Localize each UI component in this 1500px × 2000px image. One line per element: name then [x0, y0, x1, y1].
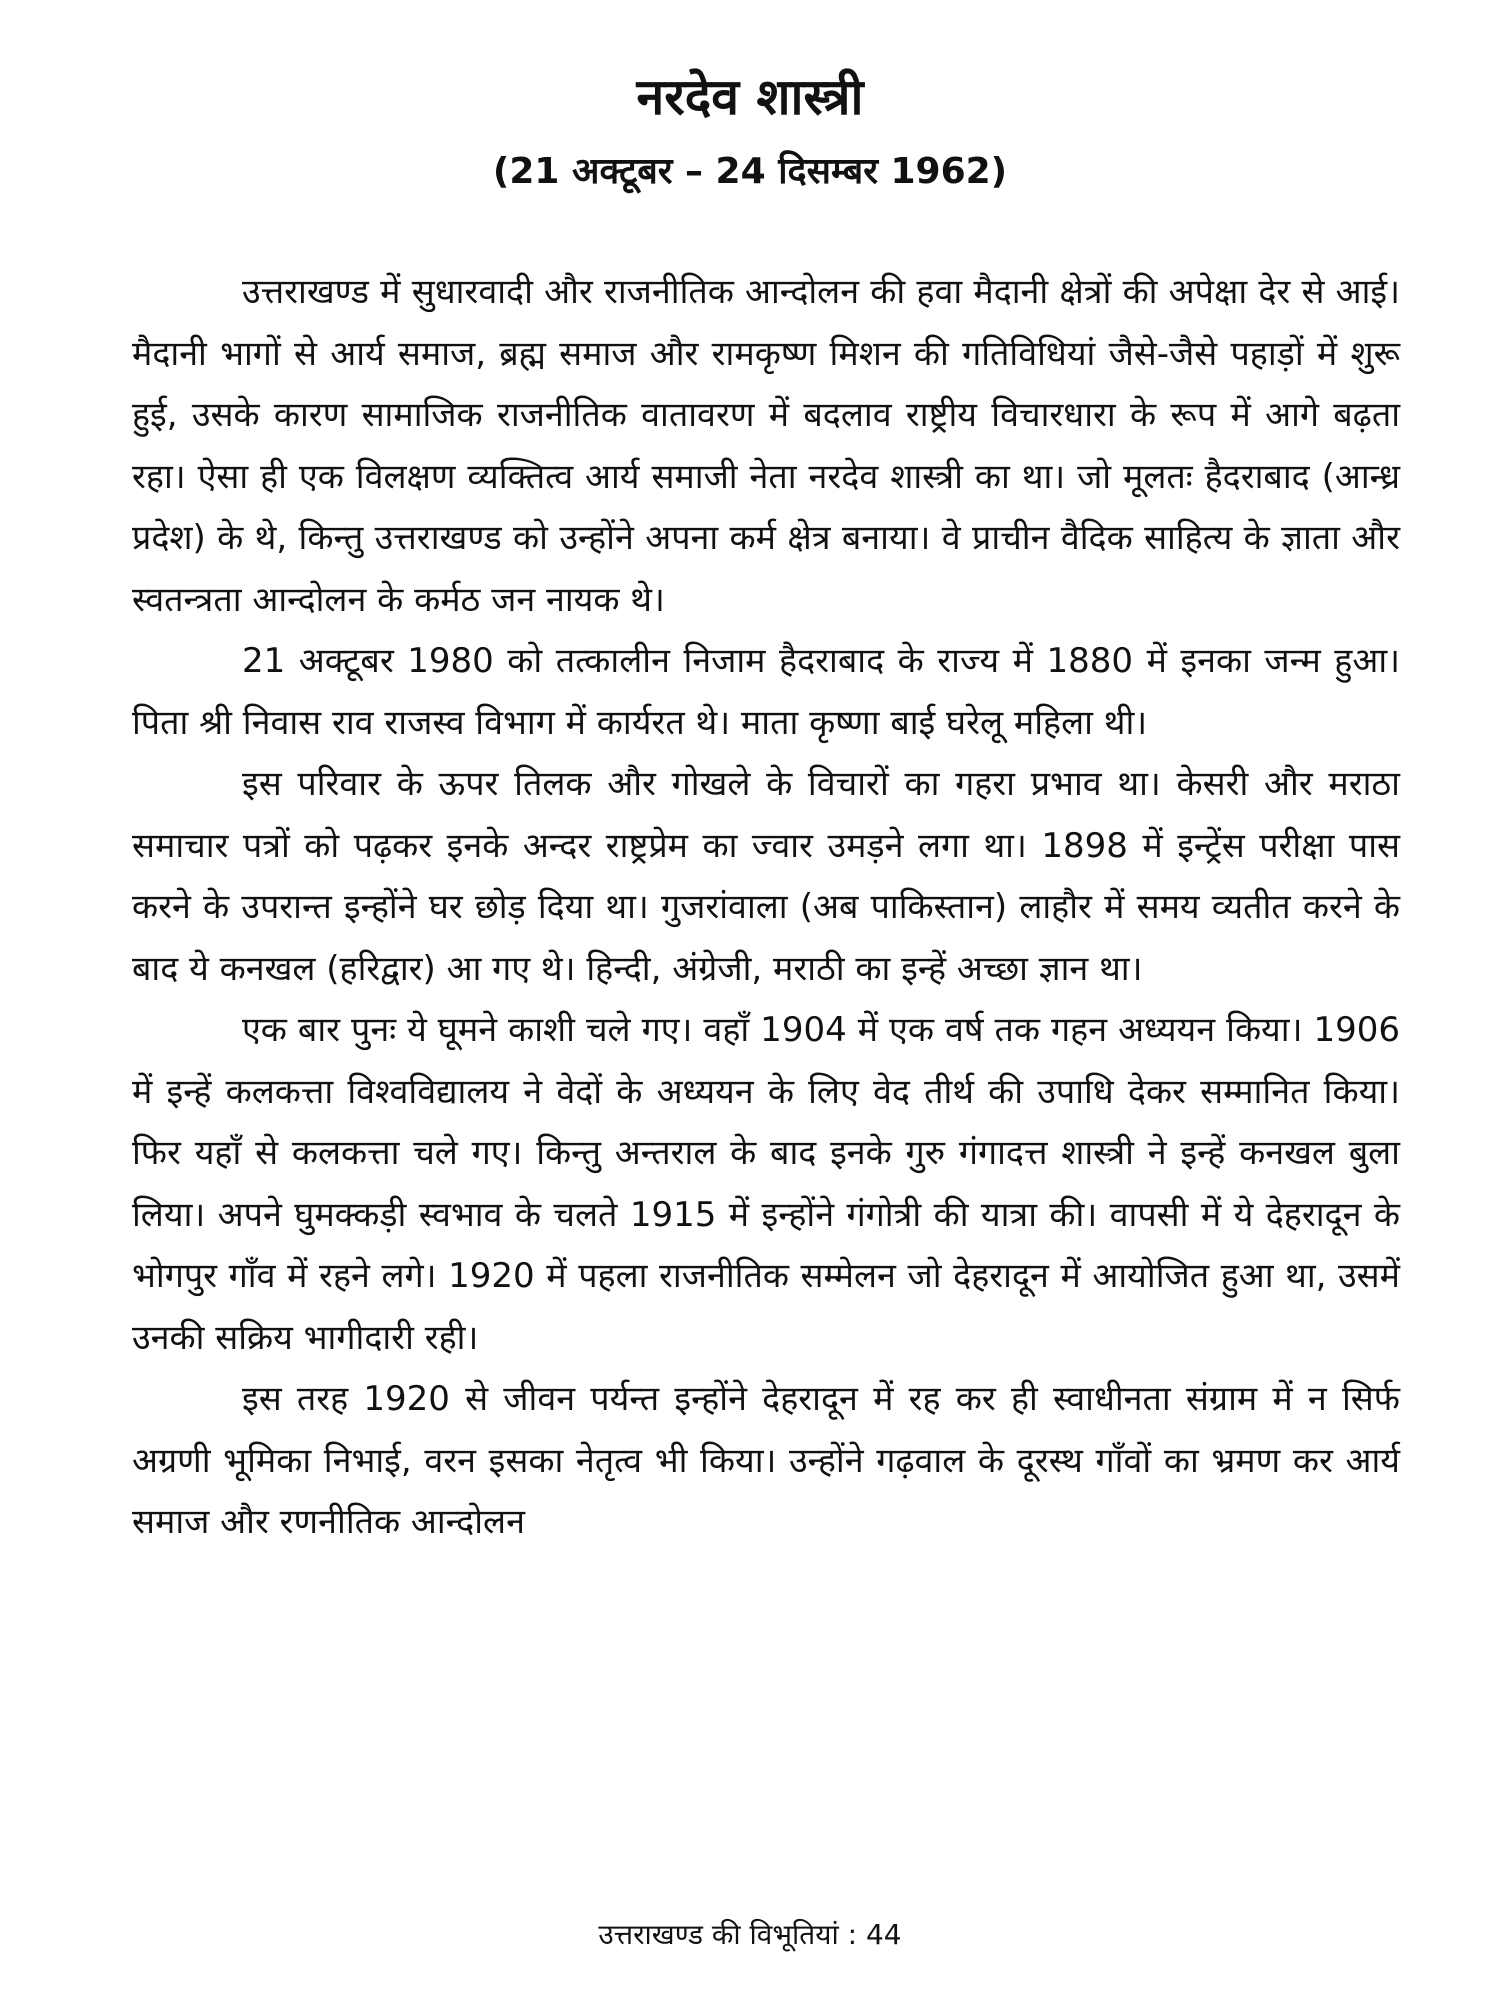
paragraph-2: 21 अक्टूबर 1980 को तत्कालीन निजाम हैदराबाद के राज्य में 1880 में इनका जन्म हुआ। पिता श्री निवास राव राजस्व विभाग में कार्यरत थे। माता कृष्णा बाई घरेलू महिला थी।: [132, 641, 1400, 743]
paragraph-5: इस तरह 1920 से जीवन पर्यन्त इन्होंने देहरादून में रह कर ही स्वाधीनता संग्राम में न सिर्फ अग्रणी भूमिका निभाई, वरन इसका नेतृत्व भी किया। उन्होंने गढ़वाल के दूरस्थ गाँवों का भ्रमण कर आर्य समाज और रणनीतिक आन्दोलन: [132, 1379, 1400, 1542]
paragraph-1: उत्तराखण्ड में सुधारवादी और राजनीतिक आन्दोलन की हवा मैदानी क्षेत्रों की अपेक्षा देर से आई। मैदानी भागों से आर्य समाज, ब्रह्म समाज और रामकृष्ण मिशन की गतिविधियां जैसे-जैसे पहाड़ों में शुरू हुई, उसके कारण सामाजिक राजनीतिक वातावरण में बदलाव राष्ट्रीय विचारधारा के रूप में आगे बढ़ता रहा। ऐसा ही एक विलक्षण व्यक्तित्व आर्य समाजी नेता नरदेव शास्त्री का था। जो मूलतः हैदराबाद (आन्ध्र प्रदेश) के थे, किन्तु उत्तराखण्ड को उन्होंने अपना कर्म क्षेत्र बनाया। वे प्राचीन वैदिक साहित्य के ज्ञाता और स्वतन्त्रता आन्दोलन के कर्मठ जन नायक थे।: [132, 272, 1400, 620]
page-subtitle-dates: (21 अक्टूबर – 24 दिसम्बर 1962): [492, 151, 1008, 192]
page-footer: उत्तराखण्ड की विभूतियां : 44: [598, 1918, 902, 1951]
page-title: नरदेव शास्त्री: [636, 68, 864, 126]
paragraph-4: एक बार पुनः ये घूमने काशी चले गए। वहाँ 1904 में एक वर्ष तक गहन अध्ययन किया। 1906 में इन्हें कलकत्ता विश्वविद्यालय ने वेदों के अध्ययन के लिए वेद तीर्थ की उपाधि देकर सम्मानित किया। फिर यहाँ से कलकत्ता चले गए। किन्तु अन्तराल के बाद इनके गुरु गंगादत्त शास्त्री ने इन्हें कनखल बुला लिया। अपने घुमक्कड़ी स्वभाव के चलते 1915 में इन्होंने गंगोत्री की यात्रा की। वापसी में ये देहरादून के भोगपुर गाँव में रहने लगे। 1920 में पहला राजनीतिक सम्मेलन जो देहरादून में आयोजित हुआ था, उसमें उनकी सक्रिय भागीदारी रही।: [132, 1010, 1400, 1358]
paragraph-3: इस परिवार के ऊपर तिलक और गोखले के विचारों का गहरा प्रभाव था। केसरी और मराठा समाचार पत्रों को पढ़कर इनके अन्दर राष्ट्रप्रेम का ज्वार उमड़ने लगा था। 1898 में इन्ट्रेंस परीक्षा पास करने के उपरान्त इन्होंने घर छोड़ दिया था। गुजरांवाला (अब पाकिस्तान) लाहौर में समय व्यतीत करने के बाद ये कनखल (हरिद्वार) आ गए थे। हिन्दी, अंग्रेजी, मराठी का इन्हें अच्छा ज्ञान था।: [132, 764, 1400, 989]
body-text: [132, 262, 1400, 1554]
